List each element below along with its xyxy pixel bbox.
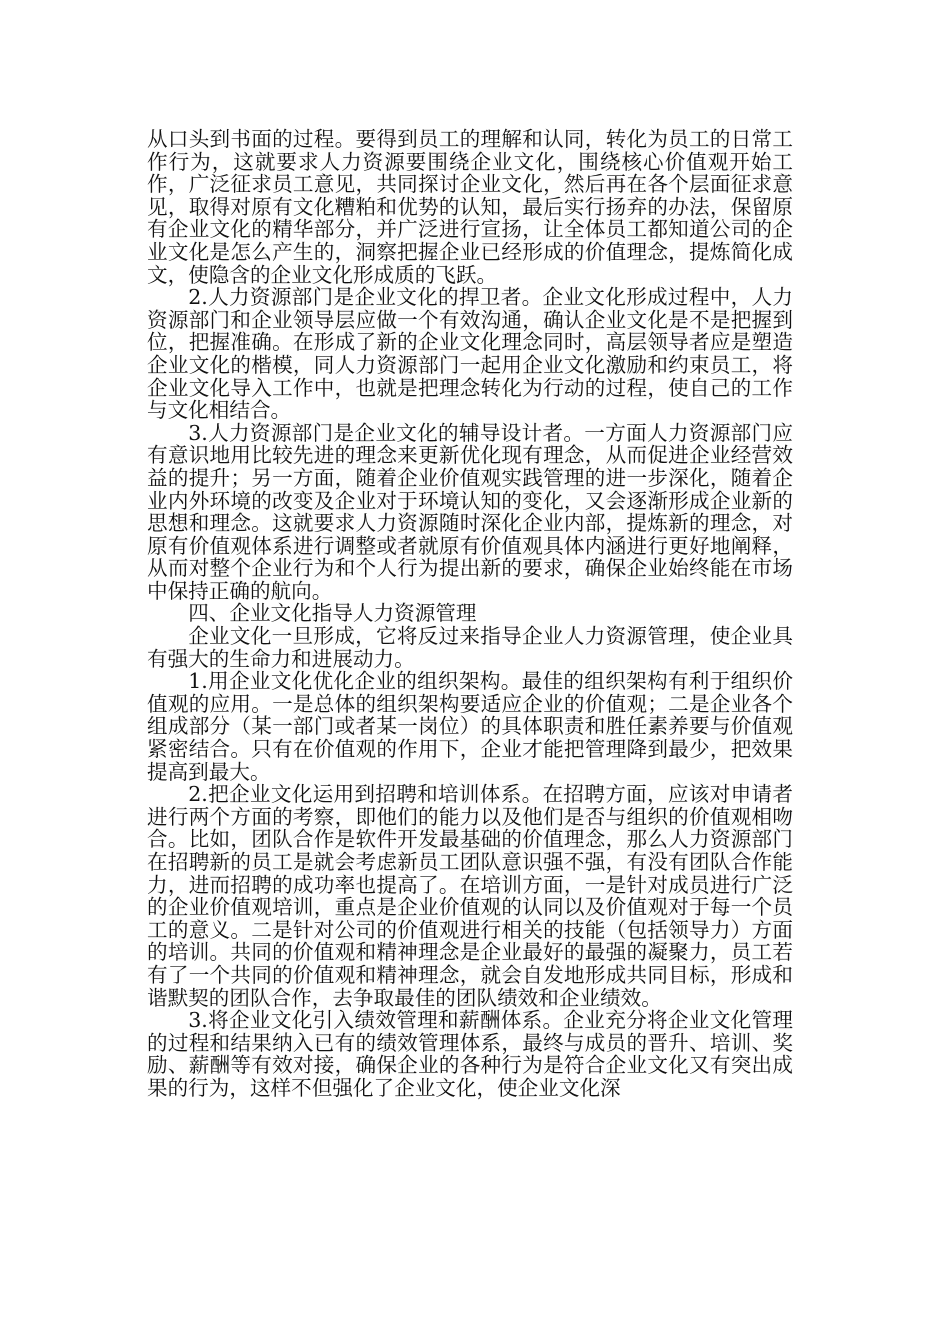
paragraph-1: 从口头到书面的过程。要得到员工的理解和认同，转化为员工的日常工作行为，这就要求人力资源要围绕企业文化，围绕核心价值观开始工作，广泛征求员工意见，共同探讨企业文化，然后再在各个层面征求意见，取得对原有文化糟粕和优势的认知，最后实行扬弃的办法，保留原有企业文化的精华部分，并广泛进行宣扬，让全体员工都知道公司的企业文化是怎么产生的，洞察把握企业已经形成的价值理念，提炼简化成文，使隐含的企业文化形成质的飞跃。 (147, 127, 793, 287)
document-body (147, 128, 793, 1100)
paragraph-7: 3.将企业文化引入绩效管理和薪酬体系。企业充分将企业文化管理的过程和结果纳入已有的绩效管理体系，最终与成员的晋升、培训、奖励、薪酬等有效对接，确保企业的各种行为是符合企业文化又有突出成果的行为，这样不但强化了企业文化，使企业文化深 (147, 1008, 793, 1100)
paragraph-4: 企业文化一旦形成，它将反过来指导企业人力资源管理，使企业具有强大的生命力和进展动力。 (147, 624, 793, 671)
paragraph-3: 3.人力资源部门是企业文化的辅导设计者。一方面人力资源部门应有意识地用比较先进的理念来更新优化现有理念，从而促进企业经营效益的提升；另一方面，随着企业价值观实践管理的进一步深化，随着企业内外环境的改变及企业对于环境认知的变化，又会逐渐形成企业新的思想和理念。这就要求人力资源随时深化企业内部，提炼新的理念，对原有价值观体系进行调整或者就原有价值观具体内涵进行更好地阐释，从而对整个企业行为和个人行为提出新的要求，确保企业始终能在市场中保持正确的航向。 (147, 420, 793, 603)
paragraph-2: 2.人力资源部门是企业文化的捍卫者。企业文化形成过程中，人力资源部门和企业领导层应做一个有效沟通，确认企业文化是不是把握到位，把握准确。在形成了新的企业文化理念同时，高层领导者应是塑造企业文化的楷模，同人力资源部门一起用企业文化激励和约束员工，将企业文化导入工作中，也就是把理念转化为行动的过程，使自己的工作与文化相结合。 (147, 285, 793, 423)
section-heading: 四、企业文化指导人力资源管理 (188, 601, 477, 626)
paragraph-5: 1.用企业文化优化企业的组织架构。最佳的组织架构有利于组织价值观的应用。一是总体的组织架构要适应企业的价值观；二是企业各个组成部分（某一部门或者某一岗位）的具体职责和胜任素养要与价值观紧密结合。只有在价值观的作用下，企业才能把管理降到最少，把效果提高到最大。 (147, 669, 793, 784)
paragraph-6: 2.把企业文化运用到招聘和培训体系。在招聘方面，应该对申请者进行两个方面的考察，即他们的能力以及他们是否与组织的价值观相吻合。比如，团队合作是软件开发最基础的价值理念，那么人力资源部门在招聘新的员工是就会考虑新员工团队意识强不强，有没有团队合作能力，进而招聘的成功率也提高了。在培训方面，一是针对成员进行广泛的企业价值观培训，重点是企业价值观的认同以及价值观对于每一个员工的意义。二是针对公司的价值观进行相关的技能（包括领导力）方面的培训。共同的价值观和精神理念是企业最好的最强的凝聚力，员工若有了一个共同的价值观和精神理念，就会自发地形成共同目标，形成和谐默契的团队合作，去争取最佳的团队绩效和企业绩效。 (147, 782, 793, 1010)
